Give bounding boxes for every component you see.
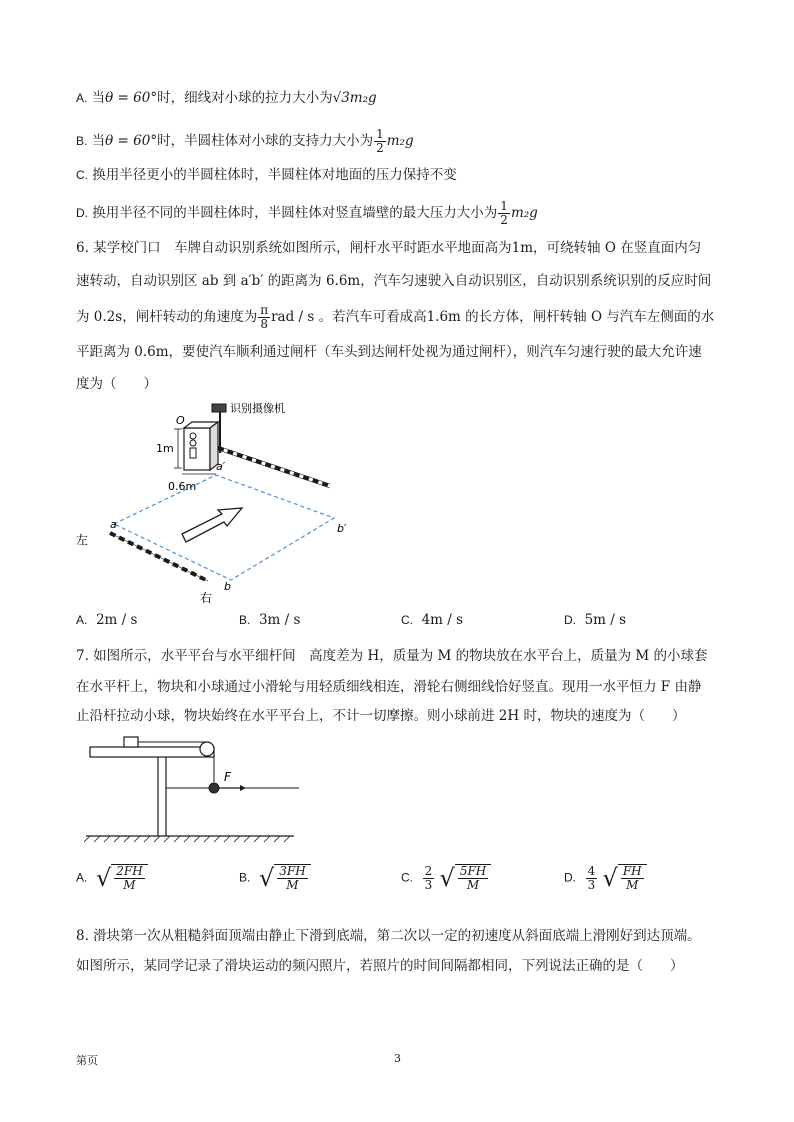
q7-choice-d[interactable] xyxy=(564,864,647,892)
q7-text-line-1: 7. 如图所示，水平平台与水平细杆间 高度差为 H，质量为 M 的物块放在水平台上，质量为 M 的小球套 xyxy=(76,648,708,664)
q7-text-line-2: 在水平杆上，物块和小球通过小滑轮与用轻质细线相连，滑轮右侧细线恰好竖直。现用一水平恒力 F 由静 xyxy=(76,679,702,695)
distance-label: 0.6m xyxy=(168,480,197,493)
sqrt-expression: √ $\frac{3FH}{M}$ xyxy=(259,864,311,892)
ground-stripe-line xyxy=(110,533,208,581)
option-text: 换用半径更小的半圆柱体时，半圆柱体对地面的压力保持不变 xyxy=(92,167,457,183)
math-expression: θ = 60° xyxy=(105,90,158,106)
gate-machine xyxy=(184,422,218,470)
option-label: B. xyxy=(76,134,88,148)
fraction-numerator: 5FH xyxy=(459,864,487,878)
ground-hatching xyxy=(84,836,290,842)
choice-label: C. xyxy=(401,870,413,885)
question-text: 为 0.2s，闸杆转动的角速度为 xyxy=(76,309,258,325)
q5-option-d xyxy=(76,200,538,227)
fraction-numerator: 1 xyxy=(500,199,508,213)
sqrt-expression: √ $\frac{FH}{M}$ xyxy=(603,864,647,892)
option-label: C. xyxy=(76,168,88,182)
q7-choice-c[interactable] xyxy=(401,864,491,892)
math-expression: θ = 60° xyxy=(105,133,158,149)
coefficient-fraction xyxy=(423,865,435,892)
point-a-prime: a′ xyxy=(216,460,226,473)
fraction-numerator: 2FH xyxy=(116,864,143,878)
ball xyxy=(209,783,219,793)
q8-text-line-2: 如图所示，某同学记录了滑块运动的频闪照片，若照片的时间间隔都相同，下列说法正确的是（ ） xyxy=(76,958,684,974)
point-a: a xyxy=(110,518,117,531)
fraction-numerator: π xyxy=(260,303,269,317)
fraction-denominator: M xyxy=(286,878,299,892)
sqrt-expression: √ $\frac{2FH}{M}$ xyxy=(96,864,148,892)
left-label: 左 xyxy=(76,533,89,547)
option-text: 当 xyxy=(91,90,106,106)
q6-choice-b[interactable] xyxy=(239,612,300,628)
page-number: 3 xyxy=(394,1052,401,1065)
fraction-denominator: M xyxy=(123,878,136,892)
block xyxy=(124,737,138,747)
q6-text-line-5: 度为（ ） xyxy=(76,376,157,392)
fraction-denominator: 3 xyxy=(424,877,433,892)
fraction-numerator: 3FH xyxy=(279,864,306,878)
fraction-numerator: 4 xyxy=(587,863,596,878)
direction-arrow xyxy=(182,508,242,542)
pivot-label: O xyxy=(176,414,185,427)
option-label: A. xyxy=(76,91,88,105)
choice-label: B. xyxy=(239,613,251,627)
math-expression: √3m₂g xyxy=(332,90,377,106)
q6-text-line-1: 6. 某学校门口 车牌自动识别系统如图所示，闸杆水平时距水平地面高为1m，可绕转轴 O 在竖直面内匀 xyxy=(76,240,702,256)
choice-value: 4m / s xyxy=(421,612,464,628)
choice-value: 5m / s xyxy=(584,612,627,628)
fraction-denominator: 3 xyxy=(587,877,596,892)
q6-choice-c[interactable] xyxy=(401,612,463,628)
math-expression: m₂g xyxy=(510,205,538,221)
coefficient-fraction xyxy=(586,865,598,892)
gate-recognition-diagram xyxy=(76,398,376,608)
recognition-zone xyxy=(114,475,334,580)
choice-label: A. xyxy=(76,613,88,627)
fraction-numerator: 2 xyxy=(424,863,433,878)
point-b-prime: b′ xyxy=(337,522,347,535)
q7-choice-a[interactable] xyxy=(76,864,148,892)
choice-value: 2m / s xyxy=(95,612,138,628)
height-label: 1m xyxy=(156,442,174,455)
choice-label: B. xyxy=(239,870,251,885)
point-b: b xyxy=(224,580,231,593)
q6-choice-a[interactable] xyxy=(76,612,137,628)
footer-label: 第页 xyxy=(76,1054,98,1067)
fraction xyxy=(498,200,510,227)
sqrt-expression: √ $\frac{5FH}{M}$ xyxy=(440,864,492,892)
math-expression: m₂g xyxy=(386,133,414,149)
fraction-denominator: 8 xyxy=(260,317,268,331)
force-label: F xyxy=(224,770,231,784)
choice-label: A. xyxy=(76,870,88,885)
choice-label: D. xyxy=(564,613,576,627)
q7-choice-b[interactable] xyxy=(239,864,311,892)
q6-text-line-2: 速转动，自动识别区 ab 到 a′b′ 的距离为 6.6m，汽车匀速驶入自动识别区，自动识别系统识别的反应时间 xyxy=(76,273,712,289)
option-text: 时，半圆柱体对小球的支持力大小为 xyxy=(157,133,374,149)
q6-choice-d[interactable] xyxy=(564,612,626,628)
right-label: 右 xyxy=(200,591,213,605)
question-text: rad / s 。若汽车可看成高1.6m 的长方体，闸杆转轴 O 与汽车左侧面的水 xyxy=(271,309,715,325)
option-text: 当 xyxy=(91,133,106,149)
q6-text-line-3 xyxy=(76,304,714,331)
option-text: 时，细线对小球的拉力大小为 xyxy=(157,90,333,106)
pulley xyxy=(200,742,214,756)
q6-text-line-4: 平距离为 0.6m，要使汽车顺利通过闸杆（车头到达闸杆处视为通过闸杆），则汽车匀速行驶的最大允许速 xyxy=(76,344,702,360)
q5-option-a xyxy=(76,88,377,108)
choice-label: D. xyxy=(564,870,576,885)
fraction-denominator: 2 xyxy=(500,213,508,227)
platform xyxy=(90,747,214,757)
fraction-numerator: 1 xyxy=(376,127,384,141)
fraction-numerator: FH xyxy=(622,864,642,878)
omega-fraction xyxy=(258,304,270,331)
fraction-denominator: M xyxy=(466,878,480,892)
q7-text-line-3: 止沿杆拉动小球，物块始终在水平平台上，不计一切摩擦。则小球前进 2H 时，物块的速度为（ ） xyxy=(76,708,686,724)
q5-option-b xyxy=(76,128,414,155)
q5-option-c xyxy=(76,165,457,185)
platform-pulley-diagram xyxy=(84,732,314,844)
choice-value: 3m / s xyxy=(258,612,301,628)
fraction xyxy=(374,128,386,155)
option-label: D. xyxy=(76,206,88,220)
fraction-denominator: 2 xyxy=(376,141,384,155)
fraction-denominator: M xyxy=(626,878,639,892)
choice-label: C. xyxy=(401,613,413,627)
q8-text-line-1: 8. 滑块第一次从粗糙斜面顶端由静止下滑到底端，第二次以一定的初速度从斜面底端上滑刚好到达顶端。 xyxy=(76,928,701,944)
camera-label: 识别摄像机 xyxy=(230,402,285,415)
option-text: 换用半径不同的半圆柱体时，半圆柱体对竖直墙壁的最大压力大小为 xyxy=(92,205,498,221)
